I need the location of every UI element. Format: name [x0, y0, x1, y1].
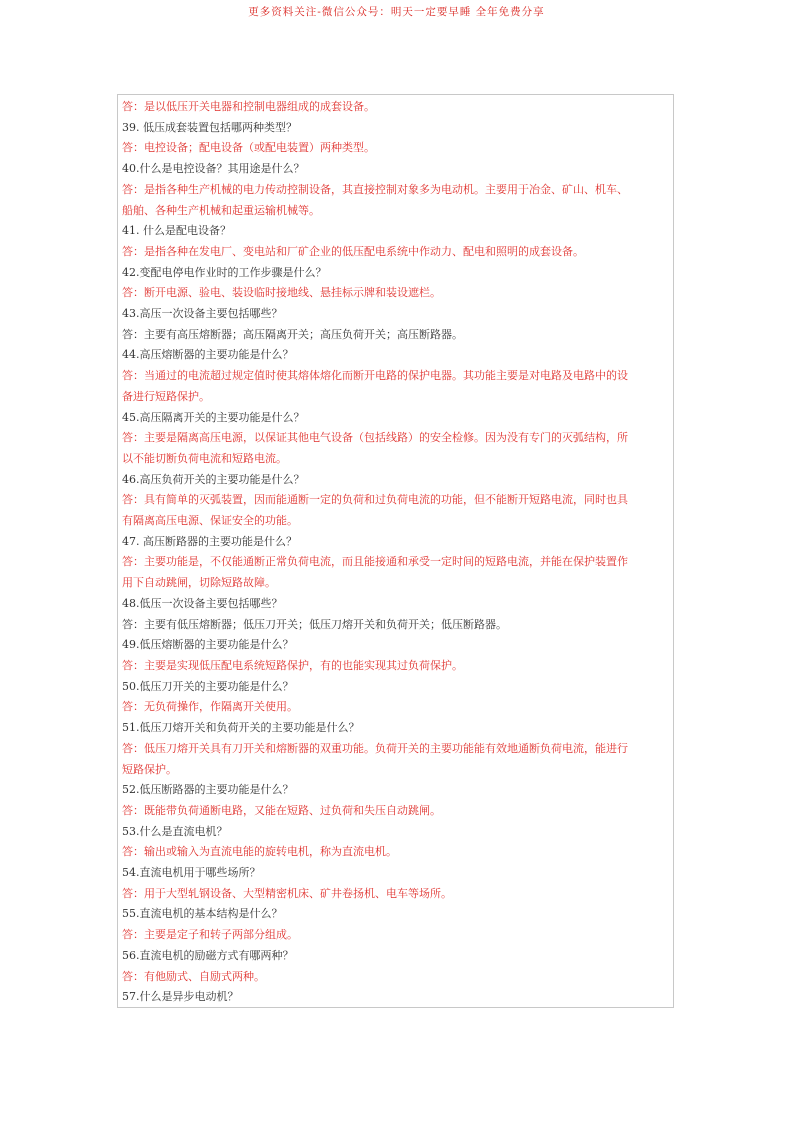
answer-line: 备进行短路保护。 [122, 389, 210, 403]
answer-line: 短路保护。 [122, 762, 177, 776]
question-line: 49.低压熔断器的主要功能是什么？ [122, 638, 294, 652]
question-line: 41. 什么是配电设备？ [122, 224, 231, 238]
answer-line: 答：主要有低压熔断器；低压刀开关；低压刀熔开关和负荷开关；低压断路器。 [122, 617, 507, 631]
answer-line: 答：既能带负荷通断电路，又能在短路、过负荷和失压自动跳闸。 [122, 803, 441, 817]
answer-line: 答：有他励式、自励式两种。 [122, 969, 265, 983]
answer-line: 答：电控设备；配电设备（或配电装置）两种类型。 [122, 141, 375, 155]
answer-line: 以不能切断负荷电流和短路电流。 [122, 451, 287, 465]
answer-line: 答：主要是定子和转子两部分组成。 [122, 928, 298, 942]
question-line: 43.高压一次设备主要包括哪些？ [122, 307, 283, 321]
question-line: 57.什么是异步电动机？ [122, 990, 239, 1004]
answer-line: 答：输出或输入为直流电能的旋转电机，称为直流电机。 [122, 845, 397, 859]
question-line: 44.高压熔断器的主要功能是什么？ [122, 348, 294, 362]
answer-line: 答：主要是实现低压配电系统短路保护，有的也能实现其过负荷保护。 [122, 658, 463, 672]
answer-line: 答：断开电源、验电、装设临时接地线、悬挂标示牌和装设遮栏。 [122, 286, 441, 300]
answer-line: 答：具有简单的灭弧装置，因而能通断一定的负荷和过负荷电流的功能，但不能断开短路电流，同时也具 [122, 493, 628, 507]
answer-line: 答：用于大型轧钢设备、大型精密机床、矿井卷扬机、电车等场所。 [122, 886, 452, 900]
qa-content-box [117, 94, 674, 1008]
question-line: 55.直流电机的基本结构是什么？ [122, 907, 283, 921]
question-line: 48.低压一次设备主要包括哪些？ [122, 596, 283, 610]
answer-line: 答：主要功能是，不仅能通断正常负荷电流，而且能接通和承受一定时间的短路电流，并能在保护装置作 [122, 555, 628, 569]
question-line: 40.什么是电控设备？其用途是什么？ [122, 162, 305, 176]
answer-line: 答：是指各种生产机械的电力传动控制设备，其直接控制对象多为电动机。主要用于冶金、矿山、机车、 [122, 182, 628, 196]
answer-line: 用下自动跳闸，切除短路故障。 [122, 576, 276, 590]
answer-line: 答：主要是隔离高压电源，以保证其他电气设备（包括线路）的安全检修。因为没有专门的灭弧结构，所 [122, 431, 628, 445]
question-line: 56.直流电机的励磁方式有哪两种？ [122, 948, 294, 962]
question-line: 46.高压负荷开关的主要功能是什么？ [122, 472, 305, 486]
answer-line: 船舶、各种生产机械和起重运输机械等。 [122, 203, 320, 217]
question-line: 52.低压断路器的主要功能是什么？ [122, 783, 294, 797]
answer-line: 答：是指各种在发电厂、变电站和厂矿企业的低压配电系统中作动力、配电和照明的成套设备。 [122, 244, 584, 258]
question-line: 54.直流电机用于哪些场所？ [122, 866, 261, 880]
top-banner: 更多资料关注-微信公众号：明天一定要早睡 全年免费分享 [248, 6, 545, 18]
answer-line: 答：是以低压开关电器和控制电器组成的成套设备。 [122, 100, 375, 113]
answer-line: 答：低压刀熔开关具有刀开关和熔断器的双重功能。负荷开关的主要功能能有效地通断负荷电流，能进行 [122, 741, 628, 755]
answer-line: 有隔离高压电源、保证安全的功能。 [122, 514, 298, 528]
question-line: 51.低压刀熔开关和负荷开关的主要功能是什么？ [122, 721, 360, 735]
question-line: 50.低压刀开关的主要功能是什么？ [122, 679, 294, 693]
question-line: 53.什么是直流电机？ [122, 824, 228, 838]
answer-line: 答：无负荷操作，作隔离开关使用。 [122, 700, 298, 714]
question-line: 42.变配电停电作业时的工作步骤是什么？ [122, 265, 327, 279]
question-line: 47. 高压断路器的主要功能是什么？ [122, 534, 297, 548]
question-line: 45.高压隔离开关的主要功能是什么？ [122, 410, 305, 424]
answer-line: 答：主要有高压熔断器；高压隔离开关；高压负荷开关；高压断路器。 [122, 327, 463, 341]
answer-line: 答：当通过的电流超过规定值时使其熔体熔化而断开电路的保护电器。其功能主要是对电路及电路中的设 [122, 369, 628, 383]
question-line: 39. 低压成套装置包括哪两种类型？ [122, 120, 297, 134]
